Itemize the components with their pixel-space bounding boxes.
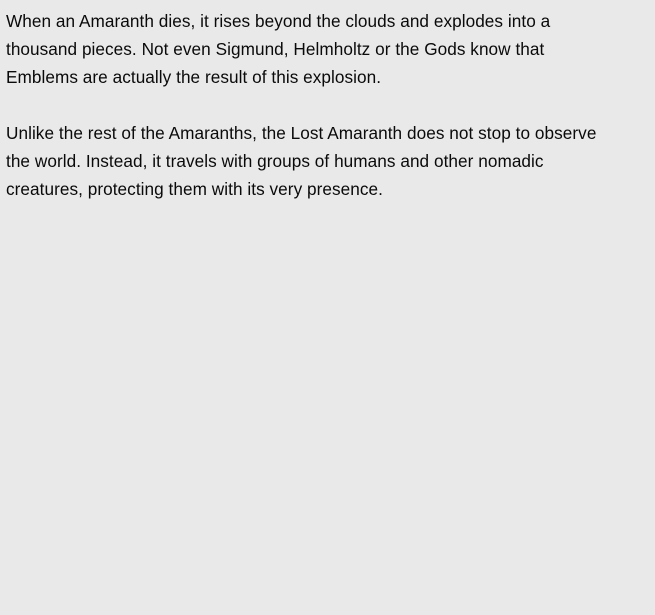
paragraph-lost-amaranth (6, 119, 646, 203)
text-line: thousand pieces. Not even Sigmund, Helmholtz or the Gods know that (6, 39, 545, 59)
paragraph-amaranth-death (6, 7, 646, 91)
text-line: the world. Instead, it travels with groups of humans and other nomadic (6, 151, 544, 171)
text-line: creatures, protecting them with its very presence. (6, 179, 383, 199)
text-line: Unlike the rest of the Amaranths, the Lost Amaranth does not stop to observe (6, 123, 597, 143)
text-line: When an Amaranth dies, it rises beyond the clouds and explodes into a (6, 11, 551, 31)
document-body (6, 7, 646, 203)
text-line: Emblems are actually the result of this explosion. (6, 67, 382, 87)
